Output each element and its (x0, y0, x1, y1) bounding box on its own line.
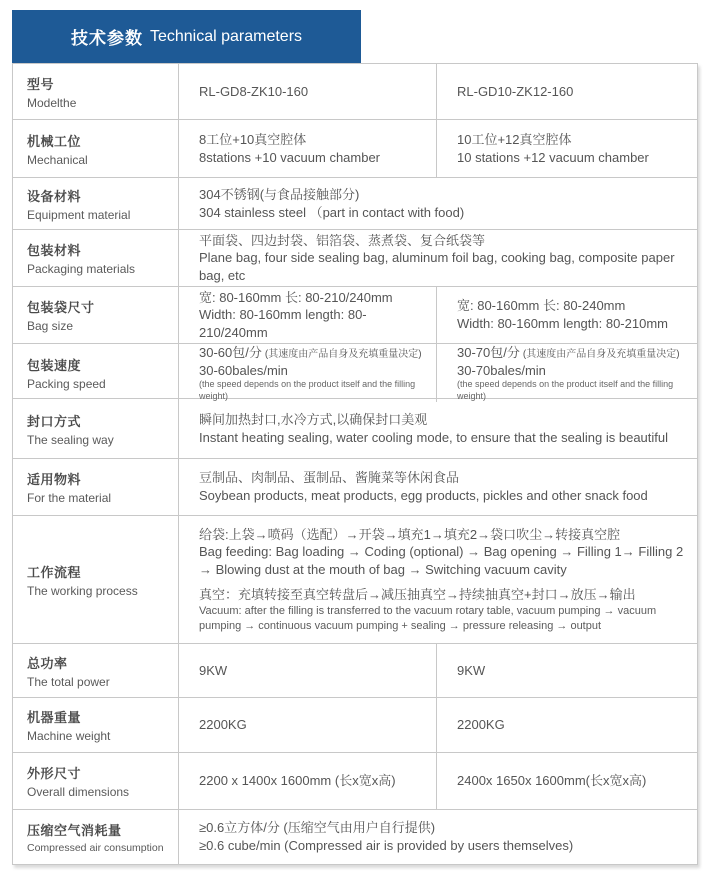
label-zh: 型号 (27, 76, 55, 92)
row-label (13, 753, 178, 809)
label-zh: 适用物料 (27, 472, 82, 487)
value-text: 9KW (199, 662, 228, 678)
value-cell-mechanical-2 (436, 120, 697, 177)
section-header (12, 10, 361, 63)
value-text: Width: 80-160mm length: 80-210mm (457, 316, 668, 331)
value-cell-machine-weight-2 (436, 698, 697, 752)
value-text: 8stations +10 vacuum chamber (199, 149, 381, 165)
table-row-packing-speed (13, 343, 697, 401)
section-title-en: Technical parameters (149, 27, 303, 45)
value-cell-model-2 (436, 64, 697, 119)
row-label (13, 698, 178, 752)
row-label (13, 344, 178, 402)
row-label (13, 644, 178, 697)
value-cell-mechanical-1 (178, 120, 436, 177)
value-text: ≥0.6 cube/min (Compressed air is provided by users themselves) (199, 838, 574, 853)
value-text: Plane bag, four side sealing bag, aluminum foil bag, cooking bag, composite paper bag, etc (199, 250, 675, 283)
label-zh: 机械工位 (27, 133, 82, 149)
speed-main: 30-60包/分 (199, 345, 262, 360)
label-en: Packing speed (27, 377, 106, 392)
value-text: 30-60bales/min (199, 362, 288, 378)
process-bag-feeding-en: Bag feeding: Bag loading → Coding (optional) → Bag opening → Filling 1→ Filling 2 → Blowing dust at the mouth of bag → Switching vacuum cavity (199, 544, 684, 577)
row-label (13, 64, 178, 119)
value-cell-packing-speed-2 (436, 344, 697, 402)
label-zh: 设备材料 (27, 188, 82, 204)
label-zh: 压缩空气消耗量 (27, 823, 122, 838)
table-row-sealing-way (13, 398, 697, 458)
row-label (13, 810, 178, 864)
value-text: Width: 80-160mm length: 80-210/240mm (199, 307, 367, 340)
label-en: The total power (27, 674, 110, 689)
label-en: Equipment material (27, 207, 131, 222)
value-cell-total-power-1 (178, 644, 436, 697)
value-text: 9KW (457, 662, 486, 678)
value-text: 宽: 80-160mm 长: 80-210/240mm (199, 289, 393, 305)
label-en: Mechanical (27, 152, 88, 167)
label-en: The working process (27, 583, 138, 598)
value-text: 瞬间加热封口,水冷方式,以确保封口美观 (199, 411, 428, 427)
value-cell-total-power-2 (436, 644, 697, 697)
label-zh: 封口方式 (27, 413, 82, 429)
value-text: 2400x 1650x 1600mm(长x宽x高) (457, 773, 647, 789)
table-row-compressed-air (13, 809, 697, 864)
value-text: 平面袋、四边封袋、铝箔袋、蒸煮袋、复合纸袋等 (199, 232, 486, 248)
value-text: ≥0.6立方体/分 (压缩空气由用户自行提供) (199, 820, 436, 836)
value-text: 2200KG (457, 717, 505, 733)
value-text: 豆制品、肉制品、蛋制品、酱腌菜等休闲食品 (199, 470, 460, 486)
value-cell-packing-speed-1 (178, 344, 436, 402)
value-cell-bag-size-1 (178, 287, 436, 343)
value-cell-working-process (178, 516, 697, 643)
value-text: Soybean products, meat products, egg products, pickles and other snack food (199, 488, 648, 503)
value-text: 10 stations +12 vacuum chamber (457, 149, 649, 165)
label-en: Machine weight (27, 729, 111, 743)
row-label (13, 516, 178, 643)
speed-main: 30-70包/分 (457, 345, 520, 360)
value-cell-for-the-material (178, 459, 697, 515)
table-row-for-the-material (13, 458, 697, 515)
label-zh: 外形尺寸 (27, 766, 82, 781)
process-vacuum-en: Vacuum: after the filling is transferred to the vacuum rotary table, vacuum pumping → vacuum pumping → continuous vacuum pumping + sealing → pressure releasing → output (199, 604, 657, 632)
row-label (13, 287, 178, 343)
row-label (13, 230, 178, 286)
value-cell-packaging-materials (178, 230, 697, 286)
section-title-zh: 技术参数 (70, 29, 143, 48)
label-zh: 工作流程 (27, 564, 82, 580)
value-cell-equipment-material (178, 178, 697, 229)
process-vacuum-zh: 真空：充填转接至真空转盘后→减压抽真空→持续抽真空+封口→放压→输出 (199, 587, 636, 603)
value-cell-machine-weight-1 (178, 698, 436, 752)
value-cell-dimensions-2 (436, 753, 697, 809)
table-row-total-power (13, 643, 697, 697)
table-row-model (13, 64, 697, 119)
row-label (13, 178, 178, 229)
label-en: The sealing way (27, 432, 114, 447)
value-cell-model-1 (178, 64, 436, 119)
value-text: 8工位+10真空腔体 (199, 131, 307, 147)
value-text: RL-GD10-ZK12-160 (457, 83, 574, 99)
table-row-packaging-materials (13, 229, 697, 286)
row-label (13, 120, 178, 177)
value-text: 10工位+12真空腔体 (457, 131, 572, 147)
label-zh: 机器重量 (27, 710, 82, 725)
value-text: RL-GD8-ZK10-160 (199, 83, 309, 99)
value-cell-dimensions-1 (178, 753, 436, 809)
technical-parameters-table (12, 63, 698, 865)
value-text: 304不锈钢(与食品接触部分) (199, 186, 360, 202)
table-row-bag-size (13, 286, 697, 343)
value-text: 30-70bales/min (457, 362, 546, 378)
value-text (457, 344, 687, 362)
value-text (199, 344, 426, 362)
process-bag-feeding-zh: 给袋:上袋→喷码（选配）→开袋→填充1→填充2→袋口吹尘→转接真空腔 (199, 526, 621, 542)
value-text: Instant heating sealing, water cooling mode, to ensure that the sealing is beautiful (199, 429, 669, 445)
label-en: Modelthe (27, 95, 77, 110)
speed-note-zh: (其速度由产品自身及充填重量决定) (522, 349, 680, 360)
speed-note-en: (the speed depends on the product itself and the filling weight) (199, 379, 416, 401)
label-en: Overall dimensions (27, 785, 130, 799)
value-text: 304 stainless steel （part in contact with food) (199, 204, 465, 220)
label-zh: 包装材料 (27, 243, 82, 258)
label-en: Packaging materials (27, 262, 136, 276)
label-zh: 包装速度 (27, 358, 82, 374)
table-row-machine-weight (13, 697, 697, 752)
table-row-working-process (13, 515, 697, 643)
label-zh: 总功率 (27, 655, 68, 671)
value-text: 2200KG (199, 717, 247, 733)
table-row-equipment-material (13, 177, 697, 229)
label-zh: 包装袋尺寸 (27, 300, 95, 315)
label-en: For the material (27, 491, 112, 505)
speed-note-en: (the speed depends on the product itself and the filling weight) (457, 379, 674, 401)
value-cell-compressed-air (178, 810, 697, 864)
row-label (13, 399, 178, 458)
table-row-mechanical (13, 119, 697, 177)
label-en: Compressed air consumption (27, 842, 164, 854)
value-text: 2200 x 1400x 1600mm (长x宽x高) (199, 773, 396, 789)
table-row-overall-dimensions (13, 752, 697, 809)
value-text: 宽: 80-160mm 长: 80-240mm (457, 298, 626, 314)
row-label (13, 459, 178, 515)
speed-note-zh: (其速度由产品自身及充填重量决定) (264, 349, 422, 360)
value-cell-sealing-way (178, 399, 697, 458)
label-en: Bag size (27, 319, 74, 333)
value-cell-bag-size-2 (436, 287, 697, 343)
